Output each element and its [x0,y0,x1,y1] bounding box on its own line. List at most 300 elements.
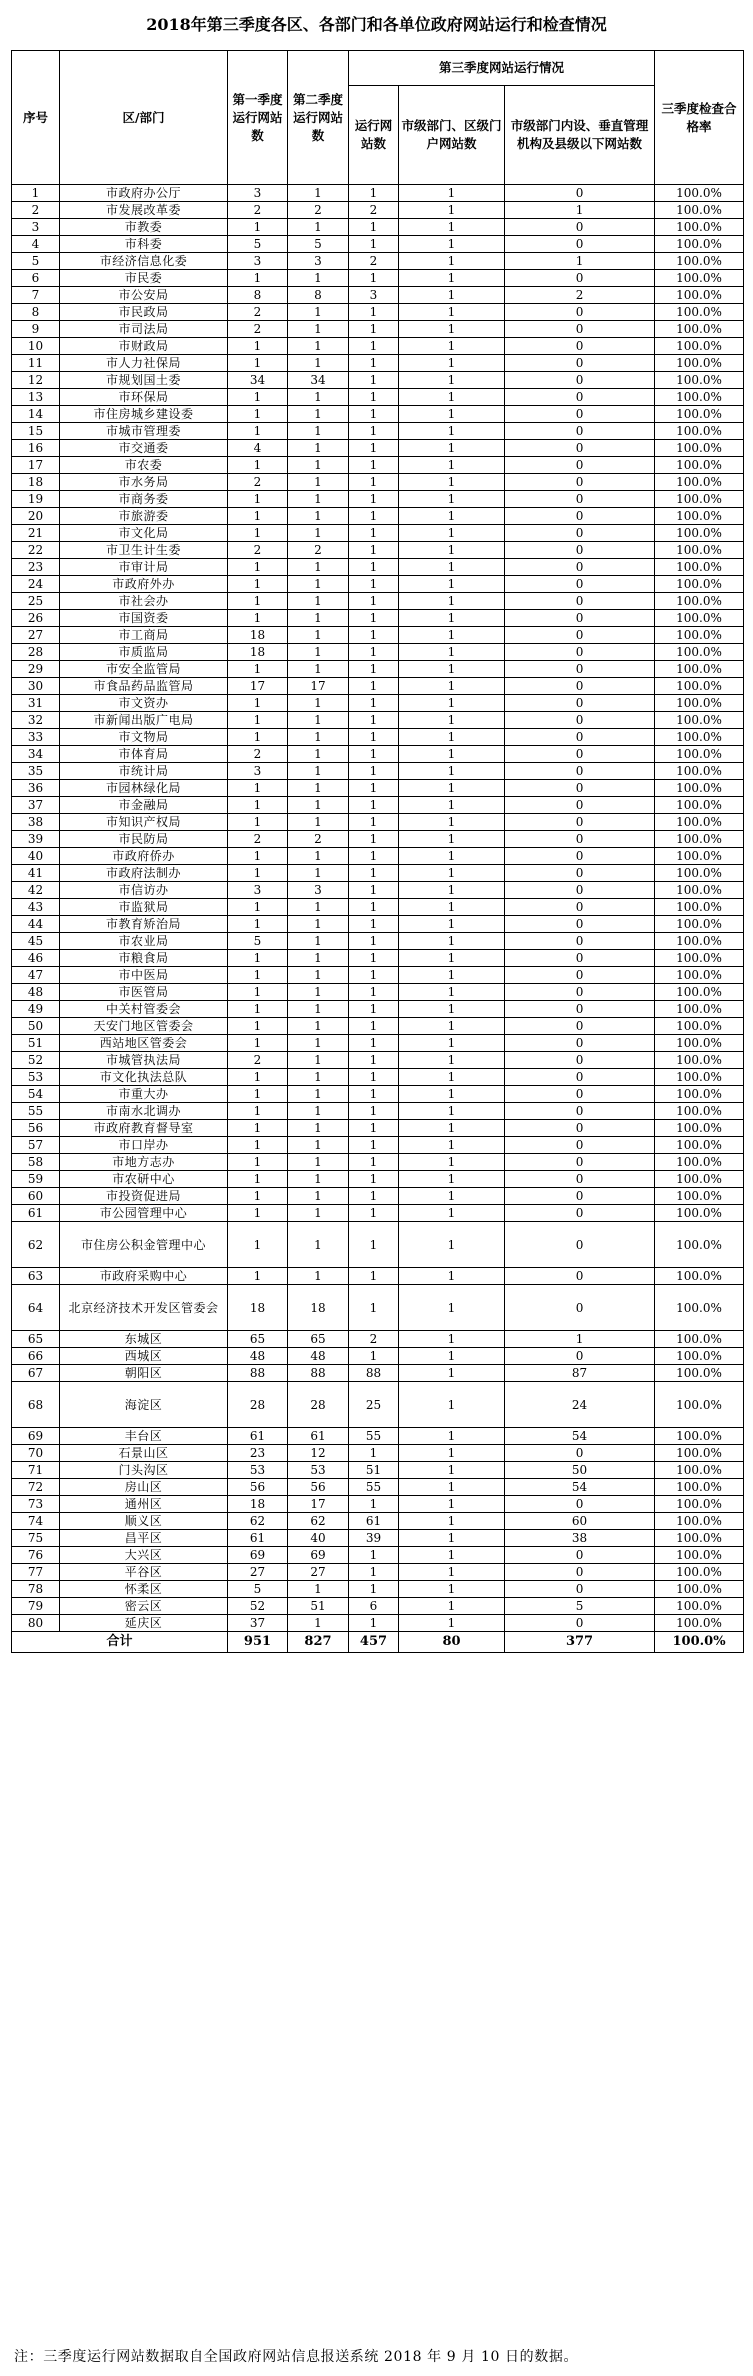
cell-q2: 1 [288,406,349,423]
cell-q3-portal: 1 [399,967,505,984]
cell-dept: 市政府办公厅 [60,185,228,202]
cell-q3-sub: 0 [505,1120,655,1137]
table-row [12,712,744,729]
cell-q2: 27 [288,1564,349,1581]
cell-q2: 1 [288,440,349,457]
cell-dept: 市新闻出版广电局 [60,712,228,729]
total-portal: 80 [399,1632,505,1653]
total-q2: 827 [288,1632,349,1653]
cell-q1: 2 [228,746,288,763]
table-row [12,610,744,627]
cell-q3-portal: 1 [399,423,505,440]
cell-q3-portal: 1 [399,321,505,338]
cell-rate: 100.0% [655,440,744,457]
cell-q3-run: 1 [349,1547,399,1564]
cell-q1: 1 [228,559,288,576]
header-q3-sub: 市级部门内设、垂直管理机构及县级以下网站数 [505,86,655,185]
cell-q1: 1 [228,576,288,593]
cell-rate: 100.0% [655,389,744,406]
cell-q3-sub: 0 [505,695,655,712]
cell-q2: 1 [288,423,349,440]
cell-q3-run: 1 [349,270,399,287]
cell-q3-sub: 0 [505,1171,655,1188]
cell-dept: 顺义区 [60,1513,228,1530]
cell-rate: 100.0% [655,1035,744,1052]
cell-q3-portal: 1 [399,1382,505,1428]
table-row [12,1428,744,1445]
cell-rate: 100.0% [655,1285,744,1331]
cell-q2: 1 [288,1222,349,1268]
cell-dept: 市文资办 [60,695,228,712]
cell-rate: 100.0% [655,304,744,321]
table-row [12,457,744,474]
cell-rate: 100.0% [655,253,744,270]
cell-q2: 3 [288,253,349,270]
cell-q2: 17 [288,678,349,695]
cell-q1: 1 [228,1154,288,1171]
cell-q1: 1 [228,219,288,236]
cell-q3-sub: 0 [505,780,655,797]
cell-q3-run: 1 [349,950,399,967]
cell-rate: 100.0% [655,1171,744,1188]
cell-dept: 市知识产权局 [60,814,228,831]
cell-dept: 市农业局 [60,933,228,950]
table-row [12,678,744,695]
cell-q2: 1 [288,321,349,338]
cell-q3-sub: 0 [505,1205,655,1222]
cell-q1: 1 [228,1268,288,1285]
cell-q3-sub: 1 [505,202,655,219]
cell-q3-sub: 0 [505,1154,655,1171]
cell-rate: 100.0% [655,1069,744,1086]
cell-q3-portal: 1 [399,1103,505,1120]
cell-q1: 61 [228,1428,288,1445]
cell-q1: 3 [228,763,288,780]
cell-dept: 市民防局 [60,831,228,848]
cell-q1: 1 [228,525,288,542]
cell-dept: 市民委 [60,270,228,287]
table-row [12,508,744,525]
cell-q1: 62 [228,1513,288,1530]
cell-dept: 市监狱局 [60,899,228,916]
cell-no: 8 [12,304,60,321]
table-row [12,1120,744,1137]
cell-q3-run: 1 [349,933,399,950]
cell-q2: 1 [288,899,349,916]
cell-dept: 朝阳区 [60,1365,228,1382]
cell-q2: 1 [288,661,349,678]
cell-q2: 1 [288,355,349,372]
cell-q2: 1 [288,814,349,831]
cell-q2: 1 [288,763,349,780]
cell-q3-run: 1 [349,1188,399,1205]
table-row [12,899,744,916]
cell-no: 33 [12,729,60,746]
cell-no: 67 [12,1365,60,1382]
cell-rate: 100.0% [655,695,744,712]
cell-q2: 1 [288,967,349,984]
cell-q2: 1 [288,1268,349,1285]
table-row [12,1598,744,1615]
cell-q2: 1 [288,1018,349,1035]
cell-q1: 8 [228,287,288,304]
cell-no: 10 [12,338,60,355]
cell-q3-portal: 1 [399,1445,505,1462]
cell-q2: 1 [288,712,349,729]
cell-q3-sub: 0 [505,219,655,236]
table-row [12,1285,744,1331]
cell-q3-run: 1 [349,797,399,814]
cell-no: 77 [12,1564,60,1581]
cell-no: 17 [12,457,60,474]
cell-q3-sub: 0 [505,644,655,661]
cell-q3-portal: 1 [399,389,505,406]
cell-dept: 海淀区 [60,1382,228,1428]
cell-q3-portal: 1 [399,304,505,321]
cell-q3-run: 1 [349,542,399,559]
cell-dept: 市社会办 [60,593,228,610]
cell-rate: 100.0% [655,576,744,593]
cell-rate: 100.0% [655,1348,744,1365]
cell-dept: 市规划国土委 [60,372,228,389]
cell-q2: 28 [288,1382,349,1428]
cell-q2: 1 [288,491,349,508]
cell-q3-sub: 5 [505,1598,655,1615]
cell-q1: 1 [228,814,288,831]
table-body [12,185,744,1632]
cell-rate: 100.0% [655,1120,744,1137]
cell-dept: 昌平区 [60,1530,228,1547]
cell-rate: 100.0% [655,1268,744,1285]
total-sub: 377 [505,1632,655,1653]
cell-q2: 1 [288,729,349,746]
cell-rate: 100.0% [655,797,744,814]
table-row [12,814,744,831]
table-row [12,185,744,202]
cell-no: 29 [12,661,60,678]
cell-q3-portal: 1 [399,1285,505,1331]
cell-q3-run: 1 [349,406,399,423]
cell-q3-portal: 1 [399,899,505,916]
table-row [12,287,744,304]
cell-q3-run: 1 [349,1222,399,1268]
cell-q1: 1 [228,848,288,865]
cell-q2: 1 [288,474,349,491]
cell-q3-sub: 0 [505,559,655,576]
cell-q1: 1 [228,899,288,916]
cell-q3-run: 1 [349,610,399,627]
cell-no: 75 [12,1530,60,1547]
cell-q1: 1 [228,457,288,474]
cell-q2: 1 [288,389,349,406]
cell-no: 62 [12,1222,60,1268]
cell-q3-sub: 0 [505,678,655,695]
cell-rate: 100.0% [655,1547,744,1564]
cell-rate: 100.0% [655,1222,744,1268]
cell-q3-run: 1 [349,474,399,491]
cell-no: 68 [12,1382,60,1428]
cell-dept: 市粮食局 [60,950,228,967]
cell-q3-portal: 1 [399,814,505,831]
cell-rate: 100.0% [655,1428,744,1445]
cell-q3-run: 1 [349,525,399,542]
header-q3-run: 运行网站数 [349,86,399,185]
cell-q3-run: 1 [349,185,399,202]
cell-no: 31 [12,695,60,712]
cell-q2: 1 [288,1188,349,1205]
cell-q3-sub: 0 [505,525,655,542]
cell-q3-run: 2 [349,1331,399,1348]
cell-q3-run: 1 [349,1205,399,1222]
cell-rate: 100.0% [655,950,744,967]
cell-q3-run: 1 [349,236,399,253]
cell-q3-sub: 0 [505,304,655,321]
cell-q1: 37 [228,1615,288,1632]
cell-q2: 48 [288,1348,349,1365]
cell-no: 28 [12,644,60,661]
cell-q1: 1 [228,1171,288,1188]
cell-q1: 3 [228,253,288,270]
cell-q3-sub: 0 [505,236,655,253]
cell-q2: 1 [288,525,349,542]
table-row [12,780,744,797]
cell-no: 53 [12,1069,60,1086]
cell-rate: 100.0% [655,1479,744,1496]
cell-q3-sub: 0 [505,1564,655,1581]
table-row [12,1496,744,1513]
cell-rate: 100.0% [655,219,744,236]
cell-q1: 53 [228,1462,288,1479]
cell-q3-run: 2 [349,253,399,270]
cell-dept: 市商务委 [60,491,228,508]
cell-q2: 56 [288,1479,349,1496]
table-row [12,746,744,763]
cell-q2: 1 [288,780,349,797]
cell-q1: 1 [228,406,288,423]
cell-q3-portal: 1 [399,1331,505,1348]
cell-no: 38 [12,814,60,831]
cell-q3-run: 1 [349,1052,399,1069]
cell-dept: 市财政局 [60,338,228,355]
cell-no: 65 [12,1331,60,1348]
cell-q3-sub: 0 [505,440,655,457]
cell-q3-run: 1 [349,831,399,848]
cell-q2: 1 [288,1069,349,1086]
cell-dept: 市体育局 [60,746,228,763]
cell-no: 13 [12,389,60,406]
cell-q2: 1 [288,559,349,576]
cell-q3-portal: 1 [399,185,505,202]
cell-dept: 中关村管委会 [60,1001,228,1018]
cell-q3-portal: 1 [399,270,505,287]
cell-q3-run: 1 [349,457,399,474]
cell-q3-sub: 0 [505,270,655,287]
cell-no: 44 [12,916,60,933]
cell-q2: 1 [288,627,349,644]
cell-q3-run: 55 [349,1479,399,1496]
cell-q1: 69 [228,1547,288,1564]
cell-q3-run: 88 [349,1365,399,1382]
cell-q2: 2 [288,542,349,559]
cell-q2: 1 [288,916,349,933]
cell-q3-sub: 0 [505,1086,655,1103]
cell-rate: 100.0% [655,1052,744,1069]
cell-rate: 100.0% [655,1188,744,1205]
table-row [12,1547,744,1564]
cell-q1: 23 [228,1445,288,1462]
cell-q3-sub: 0 [505,899,655,916]
cell-q1: 18 [228,1285,288,1331]
cell-q1: 1 [228,355,288,372]
cell-q3-portal: 1 [399,1598,505,1615]
cell-q1: 1 [228,338,288,355]
cell-dept: 市政府外办 [60,576,228,593]
cell-q3-run: 1 [349,746,399,763]
cell-q3-portal: 1 [399,355,505,372]
cell-dept: 门头沟区 [60,1462,228,1479]
cell-q3-sub: 54 [505,1479,655,1496]
cell-no: 51 [12,1035,60,1052]
cell-dept: 市城市管理委 [60,423,228,440]
cell-dept: 市政府侨办 [60,848,228,865]
cell-q2: 1 [288,1103,349,1120]
cell-q1: 3 [228,185,288,202]
cell-no: 74 [12,1513,60,1530]
cell-q3-sub: 0 [505,729,655,746]
cell-no: 9 [12,321,60,338]
cell-q2: 1 [288,1171,349,1188]
cell-q3-portal: 1 [399,780,505,797]
cell-q3-portal: 1 [399,1069,505,1086]
table-row [12,1188,744,1205]
table-row [12,797,744,814]
cell-q3-run: 1 [349,491,399,508]
cell-dept: 市公园管理中心 [60,1205,228,1222]
cell-q2: 3 [288,882,349,899]
cell-rate: 100.0% [655,270,744,287]
cell-dept: 市地方志办 [60,1154,228,1171]
cell-dept: 市卫生计生委 [60,542,228,559]
cell-q3-sub: 0 [505,423,655,440]
cell-q3-sub: 0 [505,542,655,559]
cell-q1: 1 [228,780,288,797]
table-row [12,865,744,882]
cell-no: 36 [12,780,60,797]
cell-no: 4 [12,236,60,253]
cell-rate: 100.0% [655,627,744,644]
cell-q3-portal: 1 [399,440,505,457]
cell-q3-portal: 1 [399,525,505,542]
cell-dept: 天安门地区管委会 [60,1018,228,1035]
cell-q3-portal: 1 [399,1137,505,1154]
cell-q3-portal: 1 [399,746,505,763]
cell-q2: 1 [288,950,349,967]
table-row [12,1348,744,1365]
cell-q3-sub: 0 [505,593,655,610]
cell-rate: 100.0% [655,202,744,219]
table-row [12,661,744,678]
cell-rate: 100.0% [655,1154,744,1171]
cell-rate: 100.0% [655,831,744,848]
header-no: 序号 [12,51,60,185]
cell-q3-sub: 0 [505,848,655,865]
cell-q3-sub: 1 [505,253,655,270]
cell-q2: 1 [288,1052,349,1069]
cell-rate: 100.0% [655,1598,744,1615]
cell-q3-run: 1 [349,1137,399,1154]
cell-q3-sub: 0 [505,627,655,644]
cell-q3-run: 1 [349,593,399,610]
cell-no: 41 [12,865,60,882]
table-row [12,423,744,440]
header-q3-portal: 市级部门、区级门户网站数 [399,86,505,185]
cell-q3-portal: 1 [399,627,505,644]
cell-rate: 100.0% [655,967,744,984]
table-row [12,355,744,372]
cell-q1: 1 [228,984,288,1001]
cell-no: 63 [12,1268,60,1285]
cell-no: 39 [12,831,60,848]
cell-q3-portal: 1 [399,1547,505,1564]
table-row [12,202,744,219]
cell-rate: 100.0% [655,678,744,695]
cell-q3-portal: 1 [399,831,505,848]
table-row [12,1205,744,1222]
cell-no: 57 [12,1137,60,1154]
cell-dept: 大兴区 [60,1547,228,1564]
cell-q3-portal: 1 [399,1581,505,1598]
cell-q3-sub: 0 [505,763,655,780]
cell-q3-run: 61 [349,1513,399,1530]
cell-q2: 1 [288,797,349,814]
table-row [12,1564,744,1581]
cell-dept: 市安全监管局 [60,661,228,678]
cell-q3-sub: 0 [505,882,655,899]
table-row [12,321,744,338]
cell-no: 42 [12,882,60,899]
cell-dept: 东城区 [60,1331,228,1348]
cell-q3-portal: 1 [399,491,505,508]
table-row [12,1018,744,1035]
table-row [12,1268,744,1285]
cell-q3-sub: 0 [505,389,655,406]
cell-q2: 1 [288,508,349,525]
table-row [12,1137,744,1154]
cell-dept: 市中医局 [60,967,228,984]
cell-no: 48 [12,984,60,1001]
cell-q3-run: 1 [349,1154,399,1171]
cell-q1: 5 [228,1581,288,1598]
cell-no: 5 [12,253,60,270]
cell-no: 78 [12,1581,60,1598]
cell-q3-portal: 1 [399,661,505,678]
cell-q3-run: 1 [349,559,399,576]
table-row [12,304,744,321]
cell-q3-run: 1 [349,1069,399,1086]
cell-dept: 市南水北调办 [60,1103,228,1120]
cell-no: 59 [12,1171,60,1188]
cell-q3-run: 1 [349,763,399,780]
cell-q3-run: 55 [349,1428,399,1445]
table-row [12,933,744,950]
table-row [12,474,744,491]
table-row [12,338,744,355]
cell-q3-portal: 1 [399,1086,505,1103]
cell-q3-sub: 0 [505,1052,655,1069]
cell-q2: 1 [288,219,349,236]
cell-dept: 市医管局 [60,984,228,1001]
cell-q3-sub: 0 [505,933,655,950]
